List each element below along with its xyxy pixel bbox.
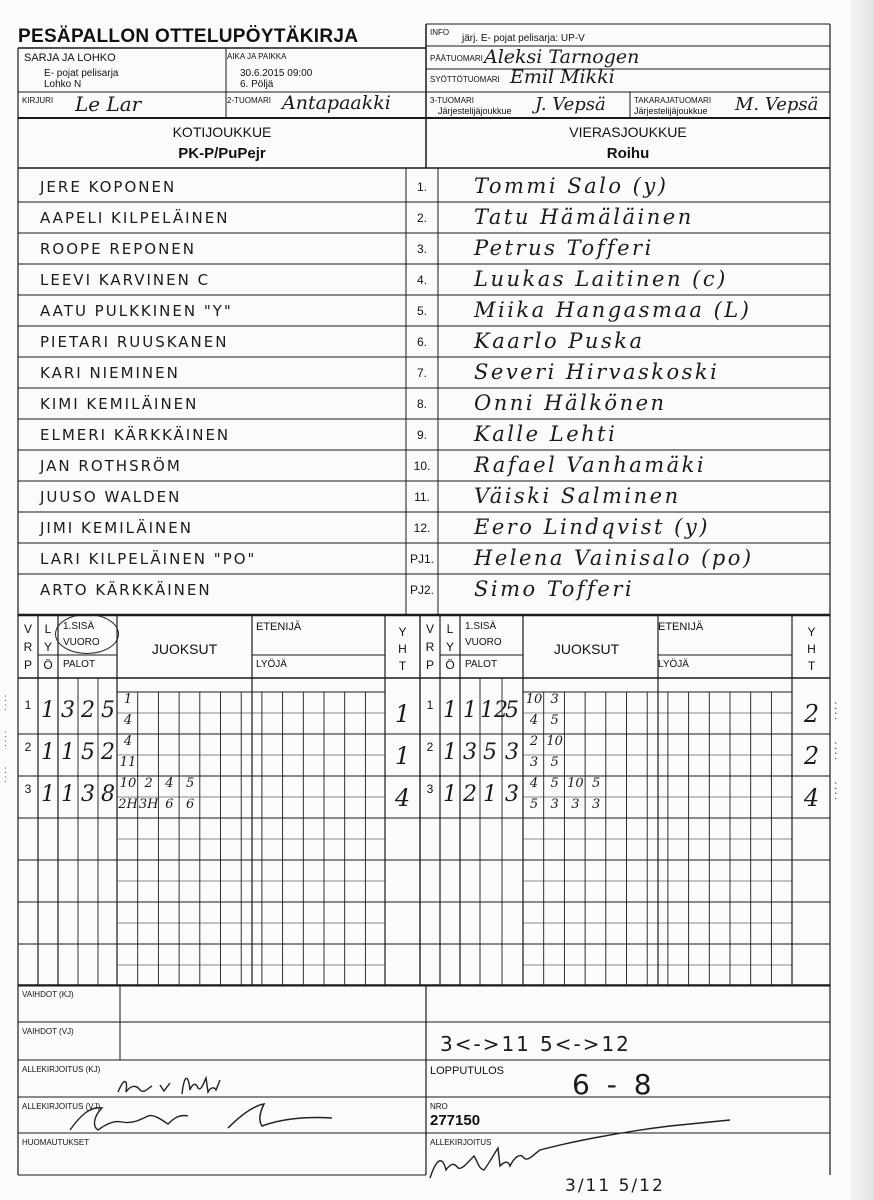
row-number: PJ1. <box>409 552 434 566</box>
home-player-name: LARI KILPELÄINEN "PO" <box>40 550 257 568</box>
vaihdot-vj-value2: 5<->12 <box>540 1032 631 1056</box>
run-bottom-value: 3 <box>529 755 539 770</box>
away-team-name: Roihu <box>606 145 650 162</box>
home-player-name: JERE KOPONEN <box>40 178 177 196</box>
row-number: 7. <box>416 366 427 380</box>
paikka-value: 6. Pöljä <box>240 79 274 90</box>
inning-number: 2 <box>426 740 434 754</box>
sarja-label: SARJA JA LOHKO <box>24 52 116 64</box>
row-number: 4. <box>416 273 427 287</box>
palot-value: 2 <box>81 698 95 723</box>
run-top-value: 5 <box>550 776 559 791</box>
palot-label: PALOT <box>465 659 498 670</box>
vaihdot-vj-label: VAIHDOT (VJ) <box>22 1027 74 1036</box>
home-player-name: AATU PULKKINEN "Y" <box>40 302 233 320</box>
vrp-p: P <box>23 658 32 672</box>
home-player-name: PIETARI RUUSKANEN <box>40 333 229 351</box>
takaraja-sub: Järjestelijäjoukkue <box>634 106 708 116</box>
row-number: 1. <box>416 180 427 194</box>
home-player-name: JIMI KEMILÄINEN <box>40 519 193 537</box>
info-label: INFO <box>430 28 450 37</box>
yht-h: H <box>398 642 407 656</box>
palot-value: 2 <box>463 782 477 807</box>
away-player-name: Luukas Laitinen (c) <box>474 267 728 291</box>
kirjuri-label: KIRJURI <box>22 96 54 105</box>
allekirjoitus-label: ALLEKIRJOITUS <box>430 1138 492 1147</box>
etenija-label: ETENIJÄ <box>256 621 302 633</box>
row-number: 2. <box>416 211 427 225</box>
yht-h: H <box>807 642 816 656</box>
lyo-y: Y <box>445 640 454 654</box>
lopputulos-label: LOPPUTULOS <box>430 1065 504 1077</box>
margin-marks-right: : : : : : : <box>834 698 838 802</box>
yht-y: Y <box>807 625 816 639</box>
allekirjoitus-kj-label: ALLEKIRJOITUS (KJ) <box>22 1065 101 1074</box>
lyo-value: 1 <box>443 740 457 765</box>
syottotuomari-value: Emil Mikki <box>510 66 615 88</box>
row-number: 8. <box>416 397 427 411</box>
run-top-value: 5 <box>185 776 195 791</box>
yht-y: Y <box>398 625 407 639</box>
row-number: 11. <box>414 490 430 504</box>
lyo-o: Ö <box>445 658 455 672</box>
palot-label: PALOT <box>63 659 96 670</box>
run-bottom-value: 11 <box>119 755 137 770</box>
huomautukset-label: HUOMAUTUKSET <box>22 1138 90 1147</box>
away-player-name: Petrus Tofferi <box>474 236 654 260</box>
sarja-value: E- pojat pelisarja <box>44 68 119 79</box>
row-number: 10. <box>413 459 431 473</box>
away-player-name: Miika Hangasmaa (L) <box>474 298 752 322</box>
away-player-name: Helena Vainisalo (po) <box>474 546 754 570</box>
run-top-value: 2 <box>144 776 153 791</box>
vaihdot-kj-label: VAIHDOT (KJ) <box>22 990 74 999</box>
yht-value: 4 <box>803 784 820 812</box>
home-player-name: KARI NIEMINEN <box>40 364 180 382</box>
row-number: 12. <box>413 521 431 535</box>
vrp-p: P <box>425 658 434 672</box>
inning-number: 1 <box>24 698 32 712</box>
row-number: 6. <box>416 335 427 349</box>
home-player-name: KIMI KEMILÄINEN <box>40 395 199 413</box>
row-number: 5. <box>416 304 427 318</box>
palot-value: 1 <box>463 698 477 723</box>
juoksut-label: JUOKSUT <box>553 641 620 657</box>
home-player-name: JAN ROTHSRÖM <box>40 457 182 475</box>
home-player-name: ELMERI KÄRKKÄINEN <box>40 426 231 444</box>
away-player-name: Tommi Salo (y) <box>474 174 669 198</box>
yht-value: 2 <box>803 700 820 728</box>
lyo-l: L <box>44 622 52 636</box>
away-player-name: Tatu Hämäläinen <box>474 205 694 229</box>
away-player-name: Rafael Vanhamäki <box>474 453 707 477</box>
row-number: PJ2. <box>409 583 434 597</box>
run-bottom-value: 6 <box>165 797 174 812</box>
home-player-name: LEEVI KARVINEN C <box>40 271 211 289</box>
palot-value: 12 <box>480 698 508 723</box>
yht-t: T <box>807 659 816 673</box>
palot-value: 1 <box>61 740 75 765</box>
lyo-value: 1 <box>41 698 55 723</box>
run-top-value: 2 <box>529 734 539 749</box>
palot-value: 5 <box>81 740 95 765</box>
takaraja-label: TAKARAJATUOMARI <box>634 96 712 105</box>
palot-value: 3 <box>463 740 477 765</box>
run-top-value: 10 <box>525 692 543 707</box>
nro-value: 277150 <box>430 1112 481 1129</box>
away-team-label: VIERASJOUKKUE <box>569 124 687 140</box>
palot-value: 3 <box>505 782 519 807</box>
run-top-value: 3 <box>550 692 559 707</box>
palot-value: 5 <box>483 740 497 765</box>
palot-value: 3 <box>505 740 519 765</box>
aika-label: AIKA JA PAIKKA <box>227 52 287 61</box>
run-bottom-value: 4 <box>123 713 133 728</box>
yht-value: 4 <box>394 784 411 812</box>
run-bottom-value: 4 <box>529 713 539 728</box>
lyo-y: Y <box>43 640 52 654</box>
yht-value: 1 <box>394 700 411 728</box>
row-number: 3. <box>416 242 427 256</box>
kirjuri-signature: Le Lar <box>75 92 142 116</box>
lyoja-label: LYÖJÄ <box>256 659 287 670</box>
home-team-name: PK-P/PuPejr <box>178 145 266 162</box>
yht-value: 1 <box>394 742 411 770</box>
syottotuomari-label: SYÖTTÖTUOMARI <box>430 75 500 84</box>
run-top-value: 4 <box>165 776 174 791</box>
info-value: järj. E- pojat pelisarja: UP-V <box>462 33 585 44</box>
run-bottom-value: 6 <box>185 797 195 812</box>
lyo-value: 1 <box>443 698 457 723</box>
takaraja-value: M. Vepsä <box>735 94 819 115</box>
lyo-o: Ö <box>43 658 53 672</box>
lyoja-label: LYÖJÄ <box>658 659 689 670</box>
vuoro-label: VUORO <box>465 637 502 648</box>
inning-number: 3 <box>24 782 32 796</box>
run-bottom-value: 3H <box>138 797 159 812</box>
paatuomari-label: PÄÄTUOMARI <box>430 54 483 63</box>
palot-value: 5 <box>101 698 115 723</box>
run-top-value: 4 <box>123 734 133 749</box>
run-top-value: 5 <box>591 776 601 791</box>
run-bottom-value: 5 <box>550 755 559 770</box>
row-number: 9. <box>416 428 427 442</box>
home-team-label: KOTIJOUKKUE <box>172 124 272 140</box>
juoksut-label: JUOKSUT <box>151 641 218 657</box>
tuomari3-value: J. Vepsä <box>535 94 606 115</box>
lyo-l: L <box>446 622 454 636</box>
inning-number: 3 <box>426 782 434 796</box>
run-bottom-value: 5 <box>529 797 539 812</box>
away-player-name: Kaarlo Puska <box>474 329 645 353</box>
lohko-value: Lohko N <box>44 79 82 90</box>
tuomari2-signature: Antapaakki <box>282 92 391 114</box>
away-player-name: Väiski Salminen <box>474 484 681 508</box>
palot-value: 1 <box>483 782 497 807</box>
away-player-name: Simo Tofferi <box>474 577 635 601</box>
vrp-r: R <box>23 640 33 654</box>
palot-value: 3 <box>61 698 75 723</box>
sisa-label: 1.SISÄ <box>63 621 95 632</box>
run-bottom-value: 5 <box>550 713 559 728</box>
tuomari3-label: 3-TUOMARI <box>430 96 474 105</box>
run-bottom-value: 3 <box>550 797 559 812</box>
vrp-v: V <box>23 622 32 636</box>
run-top-value: 4 <box>529 776 539 791</box>
vuoro-label: VUORO <box>63 637 100 648</box>
palot-value: 1 <box>61 782 75 807</box>
home-player-name: ARTO KÄRKKÄINEN <box>40 581 212 599</box>
tuomari3-sub: Järjestelijäjoukkue <box>438 106 512 116</box>
margin-marks-left: : : : : : : <box>4 693 7 785</box>
yht-t: T <box>398 659 407 673</box>
palot-value: 8 <box>101 782 115 807</box>
away-player-name: Kalle Lehti <box>474 422 618 446</box>
inning-number: 2 <box>24 740 32 754</box>
yht-value: 2 <box>803 742 820 770</box>
run-top-value: 10 <box>546 734 563 749</box>
palot-value: 2 <box>101 740 115 765</box>
bottom-note: 3/11 5/12 <box>565 1176 665 1196</box>
paatuomari-value: Aleksi Tarnogen <box>484 46 640 68</box>
lopputulos-value: 6 - 8 <box>572 1068 656 1101</box>
inning-number: 1 <box>426 698 434 712</box>
tuomari2-label: 2-TUOMARI <box>227 96 271 105</box>
allekirjoitus-vj-label: ALLEKIRJOITUS (VJ) <box>22 1102 101 1111</box>
run-bottom-value: 2H <box>118 797 138 812</box>
vrp-r: R <box>425 640 435 654</box>
run-top-value: 1 <box>123 692 133 707</box>
home-player-name: ROOPE REPONEN <box>40 240 196 258</box>
etenija-label: ETENIJÄ <box>658 621 704 633</box>
vrp-v: V <box>425 622 434 636</box>
run-top-value: 10 <box>119 776 137 791</box>
palot-value: 5 <box>505 698 519 723</box>
run-top-value: 10 <box>567 776 584 791</box>
nro-label: NRO <box>430 1102 448 1111</box>
palot-value: 3 <box>81 782 95 807</box>
home-player-name: JUUSO WALDEN <box>40 488 182 506</box>
lyo-value: 1 <box>41 740 55 765</box>
away-player-name: Onni Hälkönen <box>474 391 667 415</box>
away-player-name: Severi Hirvaskoski <box>474 360 720 384</box>
run-bottom-value: 3 <box>571 797 580 812</box>
vaihdot-vj-value1: 3<->11 <box>440 1032 531 1056</box>
sisa-label: 1.SISÄ <box>465 621 497 632</box>
page-title: PESÄPALLON OTTELUPÖYTÄKIRJA <box>18 26 359 47</box>
run-bottom-value: 3 <box>591 797 601 812</box>
aika-value: 30.6.2015 09:00 <box>240 68 313 79</box>
lyo-value: 1 <box>41 782 55 807</box>
away-player-name: Eero Lindqvist (y) <box>474 515 710 539</box>
home-player-name: AAPELI KILPELÄINEN <box>40 209 230 227</box>
lyo-value: 1 <box>443 782 457 807</box>
